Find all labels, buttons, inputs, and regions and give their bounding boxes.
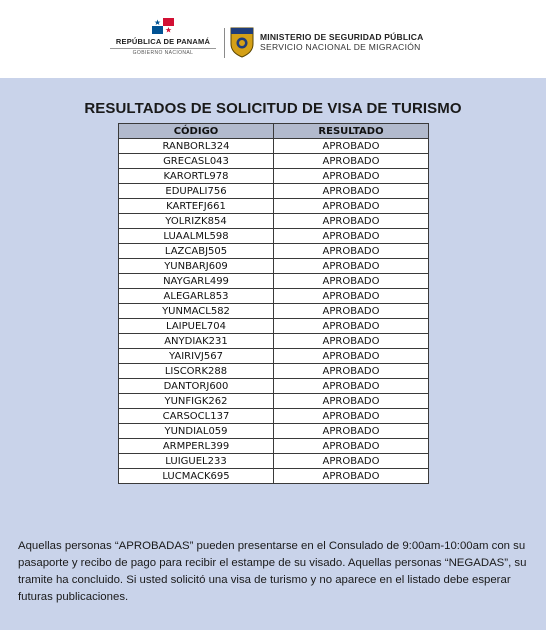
code-cell: YUNBARJ609	[119, 259, 274, 274]
result-cell: APROBADO	[274, 184, 429, 199]
panama-government-logo	[110, 18, 216, 56]
code-cell: LUIGUEL233	[119, 454, 274, 469]
result-cell: APROBADO	[274, 169, 429, 184]
code-cell: YUNMACL582	[119, 304, 274, 319]
result-cell: APROBADO	[274, 379, 429, 394]
code-cell: ANYDIAK231	[119, 334, 274, 349]
result-cell: APROBADO	[274, 319, 429, 334]
code-cell: DANTORJ600	[119, 379, 274, 394]
result-cell: APROBADO	[274, 349, 429, 364]
code-cell: KARORTL978	[119, 169, 274, 184]
ministry-block	[260, 32, 423, 52]
code-cell: LUCMACK695	[119, 469, 274, 484]
result-cell: APROBADO	[274, 214, 429, 229]
code-cell: YUNFIGK262	[119, 394, 274, 409]
results-table-body	[119, 139, 429, 484]
table-row	[119, 454, 429, 469]
table-row	[119, 214, 429, 229]
table-row	[119, 199, 429, 214]
table-row	[119, 274, 429, 289]
table-row	[119, 244, 429, 259]
result-cell: APROBADO	[274, 139, 429, 154]
code-cell: ALEGARL853	[119, 289, 274, 304]
table-row	[119, 409, 429, 424]
result-cell: APROBADO	[274, 334, 429, 349]
table-row	[119, 319, 429, 334]
code-cell: LUAALML598	[119, 229, 274, 244]
table-header-row	[119, 124, 429, 139]
table-row	[119, 229, 429, 244]
result-cell: APROBADO	[274, 409, 429, 424]
result-cell: APROBADO	[274, 364, 429, 379]
government-label: GOBIERNO NACIONAL	[110, 48, 216, 56]
table-row	[119, 439, 429, 454]
table-row	[119, 169, 429, 184]
result-cell: APROBADO	[274, 199, 429, 214]
table-row	[119, 349, 429, 364]
result-cell: APROBADO	[274, 304, 429, 319]
code-cell: ARMPERL399	[119, 439, 274, 454]
result-cell: APROBADO	[274, 244, 429, 259]
table-row	[119, 154, 429, 169]
column-header-result: RESULTADO	[274, 124, 429, 139]
result-cell: APROBADO	[274, 154, 429, 169]
result-cell: APROBADO	[274, 274, 429, 289]
code-cell: YAIRIVJ567	[119, 349, 274, 364]
results-table	[118, 123, 429, 484]
table-row	[119, 184, 429, 199]
code-cell: RANBORL324	[119, 139, 274, 154]
result-cell: APROBADO	[274, 469, 429, 484]
code-cell: LAIPUEL704	[119, 319, 274, 334]
table-row	[119, 289, 429, 304]
migration-seal-icon	[229, 26, 255, 58]
result-cell: APROBADO	[274, 454, 429, 469]
code-cell: LAZCABJ505	[119, 244, 274, 259]
result-cell: APROBADO	[274, 229, 429, 244]
code-cell: CARSOCL137	[119, 409, 274, 424]
result-cell: APROBADO	[274, 394, 429, 409]
code-cell: YUNDIAL059	[119, 424, 274, 439]
code-cell: EDUPALI756	[119, 184, 274, 199]
code-cell: KARTEFJ661	[119, 199, 274, 214]
country-name: REPÚBLICA DE PANAMÁ	[115, 37, 211, 46]
code-cell: GRECASL043	[119, 154, 274, 169]
table-row	[119, 394, 429, 409]
letterhead	[0, 0, 546, 78]
column-header-code: CÓDIGO	[119, 124, 274, 139]
result-cell: APROBADO	[274, 259, 429, 274]
table-row	[119, 259, 429, 274]
table-row	[119, 304, 429, 319]
service-name: SERVICIO NACIONAL DE MIGRACIÓN	[260, 42, 421, 52]
footer-note: Aquellas personas “APROBADAS” pueden presentarse en el Consulado de 9:00am-10:00am con su pasaporte y recibo de pago para recibir el estampe de su visado. Aquellas personas “NEGADAS”, su tramite ha concluido. Si usted solicitó una visa de turismo y no aparece en el listado debe esperar futuras publicaciones.	[18, 540, 527, 603]
table-row	[119, 379, 429, 394]
result-cell: APROBADO	[274, 289, 429, 304]
table-row	[119, 139, 429, 154]
table-row	[119, 364, 429, 379]
code-cell: YOLRIZK854	[119, 214, 274, 229]
panama-flag-icon	[152, 18, 174, 34]
code-cell: NAYGARL499	[119, 274, 274, 289]
code-cell: LISCORK288	[119, 364, 274, 379]
result-cell: APROBADO	[274, 439, 429, 454]
table-row	[119, 469, 429, 484]
result-cell: APROBADO	[274, 424, 429, 439]
header-divider	[224, 28, 225, 58]
table-row	[119, 334, 429, 349]
table-row	[119, 424, 429, 439]
ministry-name: MINISTERIO DE SEGURIDAD PÚBLICA	[260, 32, 424, 42]
page-title: RESULTADOS DE SOLICITUD DE VISA DE TURISMO	[84, 100, 462, 117]
